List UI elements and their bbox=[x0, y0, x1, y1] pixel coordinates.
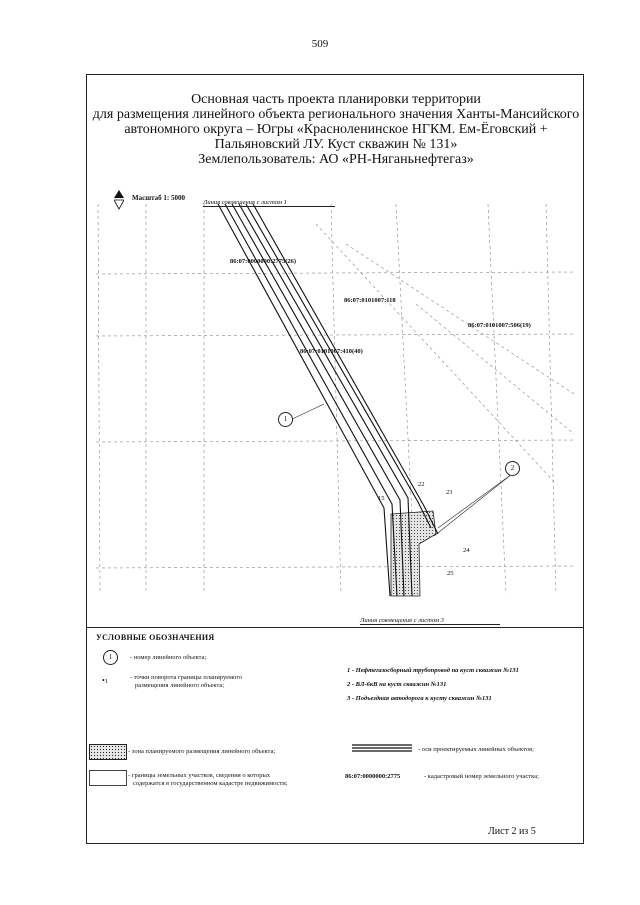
title-line-5: Землепользователь: АО «РН-Няганьнефтегаз» bbox=[198, 152, 474, 167]
planning-map bbox=[86, 184, 584, 624]
page-title bbox=[92, 92, 580, 167]
legend-turn-point-text bbox=[130, 674, 242, 690]
legend-object-marker: 1 bbox=[103, 650, 118, 665]
legend-parcel-text bbox=[128, 772, 288, 788]
cadastral-label: 86:07:0000000:2775(26) bbox=[230, 258, 297, 265]
legend-turn-point-line-2: размещения линейного объекта; bbox=[135, 682, 225, 689]
legend-object-number-text: - номер линейного объекта; bbox=[130, 654, 207, 661]
object-marker: 1 bbox=[278, 412, 293, 427]
north-arrow-icon bbox=[114, 190, 124, 210]
legend-axes-text: - оси проектируемых линейных объектов; bbox=[418, 746, 534, 753]
combine-line-top: Линия совмещения с листом 1 bbox=[203, 199, 335, 207]
legend-object-1: 1 - Нефтегазосборный трубопровод на куст скважин №131 bbox=[347, 667, 519, 674]
legend-separator bbox=[86, 627, 584, 628]
sheet-label: Лист 2 из 5 bbox=[488, 826, 536, 837]
turn-point-label: 15 bbox=[378, 495, 385, 502]
title-line-1: Основная часть проекта планировки территории bbox=[191, 92, 481, 107]
legend-turn-point-line-1: - точки поворота границы планируемого bbox=[130, 674, 243, 681]
title-line-4: Пальяновский ЛУ. Куст скважин № 131» bbox=[214, 137, 458, 152]
legend-object-3: 3 - Подъездная автодорога к кусту скважин №131 bbox=[347, 695, 492, 702]
turn-point-label: 23 bbox=[446, 489, 453, 496]
combine-line-bottom: Линия совмещения с листом 3 bbox=[360, 617, 500, 625]
cadastral-label: 86:07:0101007:506(19) bbox=[468, 322, 531, 329]
legend-parcel-line-1: - границы земельных участков, сведения о которых bbox=[128, 772, 271, 779]
legend-zone-swatch bbox=[89, 744, 127, 760]
legend-axes-swatch bbox=[352, 743, 412, 753]
turn-point-label: 22 bbox=[418, 481, 425, 488]
title-line-3: автономного округа – Югры «Красноленинское НГКМ. Ем-Ёговский + bbox=[124, 122, 548, 137]
page-number: 509 bbox=[311, 38, 329, 50]
cadastral-label: 86:07:0101007:410(40) bbox=[300, 348, 363, 355]
legend-cadastral-example: 86:07:0000000:2775 bbox=[345, 773, 401, 780]
turn-point-label: 25 bbox=[447, 570, 454, 577]
legend-zone-text: - зона планируемого размещения линейного объекта; bbox=[128, 748, 276, 755]
legend-object-2: 2 - ВЛ-6кВ на куст скважин №131 bbox=[347, 681, 447, 688]
turn-point-label: 24 bbox=[463, 547, 470, 554]
scale-label: Масштаб 1: 5000 bbox=[132, 194, 185, 202]
legend-parcel-swatch bbox=[89, 770, 127, 786]
legend-title: УСЛОВНЫЕ ОБОЗНАЧЕНИЯ bbox=[96, 633, 215, 642]
legend-cadastral-text: - кадастровый номер земельного участка; bbox=[424, 773, 539, 780]
cadastral-label: 86:07:0101007:118 bbox=[344, 297, 396, 304]
legend-parcel-line-2: содержатся в государственном кадастре недвижимости; bbox=[133, 780, 288, 787]
legend-turn-point-marker: •1 bbox=[102, 676, 109, 685]
object-marker: 2 bbox=[505, 461, 520, 476]
title-line-2: для размещения линейного объекта регионального значения Ханты-Мансийского bbox=[92, 107, 580, 122]
parcel-boundaries bbox=[96, 204, 574, 594]
legend-turn-point-number: 1 bbox=[104, 678, 109, 685]
